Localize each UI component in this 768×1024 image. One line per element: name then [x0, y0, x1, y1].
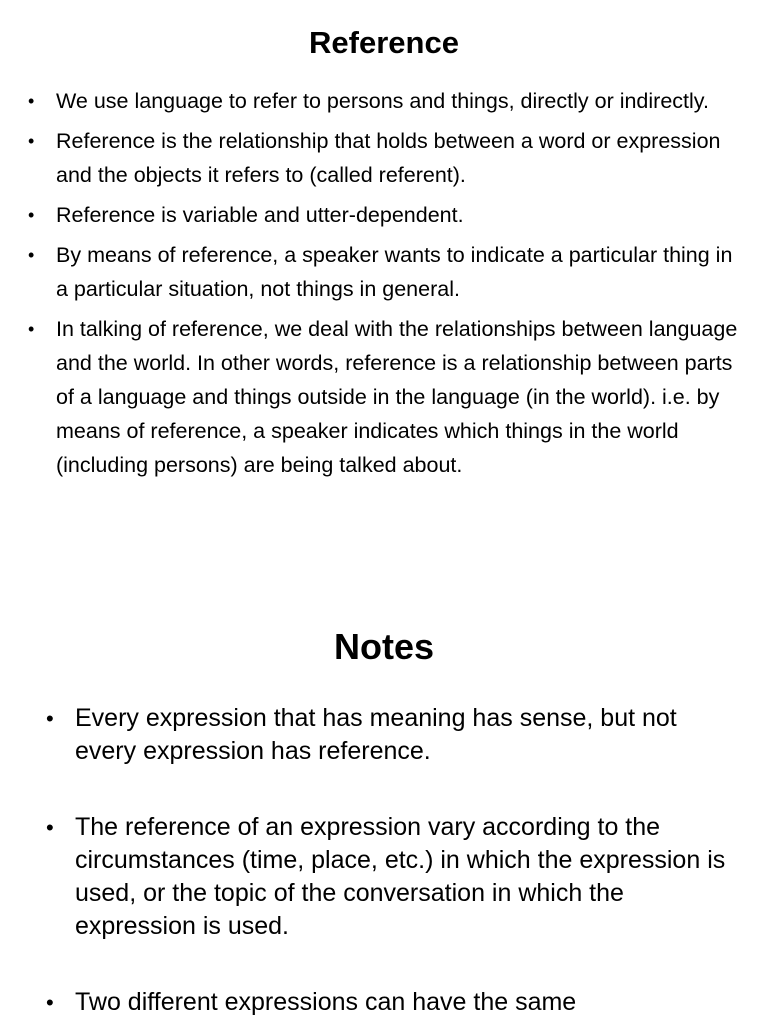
- bullet-text: Every expression that has meaning has sense, but not every expression has reference.: [75, 704, 677, 765]
- bullet-text: Two different expressions can have the same: [75, 988, 577, 1016]
- bullet-icon: •: [46, 990, 54, 1015]
- bullet-text: In talking of reference, we deal with the relationships between language and the world. In other words, reference is a relationship between parts of a language and things outside in the language (in the world). i.e. by means of reference, a speaker indicates which things in the world (including persons) are being talked about.: [56, 317, 738, 477]
- slide-title-reference: Reference: [309, 25, 459, 60]
- reference-bullet-list: [0, 84, 768, 482]
- list-item: [28, 198, 748, 232]
- slide-notes: [0, 600, 768, 1024]
- bullet-icon: •: [28, 131, 35, 151]
- slide-title-notes: Notes: [333, 626, 435, 667]
- bullet-icon: •: [28, 91, 35, 111]
- bullet-icon: •: [28, 319, 35, 339]
- bullet-icon: •: [28, 205, 35, 225]
- bullet-text: By means of reference, a speaker wants to indicate a particular thing in a particular situation, not things in general.: [56, 243, 733, 301]
- list-item: [28, 312, 748, 482]
- list-item: [28, 124, 748, 192]
- notes-bullet-list: [0, 702, 768, 1019]
- bullet-icon: •: [28, 245, 35, 265]
- bullet-text: We use language to refer to persons and things, directly or indirectly.: [56, 89, 709, 113]
- bullet-icon: •: [46, 815, 54, 840]
- list-item: [46, 702, 738, 768]
- list-item: [28, 238, 748, 306]
- bullet-text: The reference of an expression vary according to the circumstances (time, place, etc.) in which the expression is used, or the topic of the conversation in which the expression is used.: [75, 813, 726, 940]
- bullet-text: Reference is the relationship that holds between a word or expression and the objects it refers to (called referent).: [56, 129, 721, 187]
- bullet-text: Reference is variable and utter-dependent.: [56, 203, 464, 227]
- list-item: [46, 811, 738, 943]
- list-item: [46, 986, 738, 1019]
- list-item: [28, 84, 748, 118]
- bullet-icon: •: [46, 706, 54, 731]
